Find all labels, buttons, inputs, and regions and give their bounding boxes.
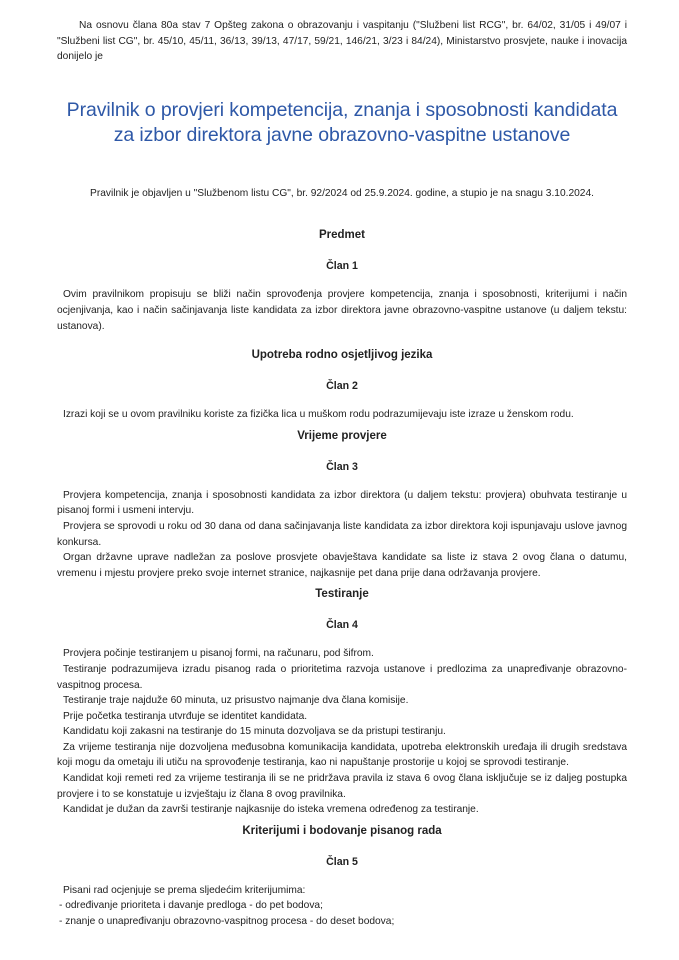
section-heading-predmet: Predmet [318,229,366,242]
section-heading-kriterijumi-bodovanje: Kriterijumi i bodovanje pisanog rada [242,824,442,837]
article-3-paragraph-3: Organ državne uprave nadležan za poslove prosvjete obavještava kandidate sa liste iz stava 2 ovog člana o datumu, vremenu i mjestu provjere preko svoje internet stranice, najkasnije pet dana prije dana održavanja provjere. [57,552,627,579]
article-4-paragraph-7: Kandidat koji remeti red za vrijeme testiranja ili se ne pridržava pravila iz stava 6 ovog člana isključuje se iz daljeg postupka provjere i to se konstatuje u izvještaju iz člana 8 ovog pravilnika. [57,773,627,800]
article-1-paragraph-1: Ovim pravilnikom propisuju se bliži način sprovođenja provjere kompetencija, znanja i sposobnosti, kriterijumi i način ocjenjivanja, kao i način sačinjavanja liste kandidata za izbor direktora javne obrazovno-vaspitne ustanove (u daljem tekstu: ustanova). [57,289,627,332]
article-4-paragraph-4: Prije početka testiranja utvrđuje se identitet kandidata. [63,710,308,722]
section-heading-vrijeme-provjere: Vrijeme provjere [297,429,387,442]
article-heading-2: Član 2 [326,380,358,393]
legal-basis-paragraph: Na osnovu člana 80a stav 7 Opšteg zakona o obrazovanju i vaspitanju ("Službeni list RCG", br. 64/02, 31/05 i 49/07 i "Službeni list CG", br. 45/10, 45/11, 36/13, 39/13, 47/17, 59/21, 146/21, 3/23 i 84/24), Ministarstvo prosvjete, nauke i inovacija donijelo je [57,20,627,63]
article-heading-1: Član 1 [326,260,358,273]
article-3-paragraph-1: Provjera kompetencija, znanja i sposobnosti kandidata za izbor direktora (u daljem tekstu: provjera) obuhvata testiranje u pisanoj formi i usmeni intervju. [57,489,627,517]
article-4-paragraph-6: Za vrijeme testiranja nije dozvoljena međusobna komunikacija kandidata, upotreba elektronskih uređaja ili drugih sredstava koji mogu da ometaju ili utiču na sprovođenje testiranja, kao ni napuštanje prostorije u kojoj se sprovodi testiranje. [57,741,627,769]
article-heading-5: Član 5 [326,855,358,868]
article-4-paragraph-1: Provjera počinje testiranjem u pisanoj formi, na računaru, pod šifrom. [63,648,374,660]
article-heading-4: Član 4 [326,619,358,632]
list-item: - određivanje prioriteta i davanje predloga - do pet bodova; [59,900,323,912]
list-item: - znanje o unapređivanju obrazovno-vaspitnog procesa - do deset bodova; [59,916,395,928]
article-5-paragraph-1: Pisani rad ocjenjuje se prema sljedećim kriterijumima: [63,884,306,896]
article-2-paragraph-1: Izrazi koji se u ovom pravilniku koriste za fizička lica u muškom rodu podrazumijevaju iste izraze u ženskom rodu. [63,409,574,421]
article-4-paragraph-8: Kandidat je dužan da završi testiranje najkasnije do isteka vremena određenog za testiranje. [63,804,479,816]
article-3-paragraph-2: Provjera se sprovodi u roku od 30 dana od dana sačinjavanja liste kandidata za izbor direktora koji ispunjavaju uslove javnog konkursa. [57,520,627,548]
section-heading-testiranje: Testiranje [315,588,369,601]
publication-note: Pravilnik je objavljen u "Službenom listu CG", br. 92/2024 od 25.9.2024. godine, a stupio je na snagu 3.10.2024. [90,187,594,199]
section-heading-rodno-osjetljiv-jezik: Upotreba rodno osjetljivog jezika [251,349,433,362]
article-heading-3: Član 3 [326,460,358,473]
article-4-paragraph-3: Testiranje traje najduže 60 minuta, uz prisustvo najmanje dva člana komisije. [63,695,409,707]
document-title: Pravilnik o provjeri kompetencija, znanja i sposobnosti kandidata za izbor direktora javne obrazovno-vaspitne ustanove [66,98,618,146]
article-4-paragraph-5: Kandidatu koji zakasni na testiranje do 15 minuta dozvoljava se da pristupi testiranju. [63,726,446,738]
article-4-paragraph-2: Testiranje podrazumijeva izradu pisanog rada o prioritetima razvoja ustanove i predlozima za unapređivanje obrazovno-vaspitnog procesa. [57,663,627,691]
